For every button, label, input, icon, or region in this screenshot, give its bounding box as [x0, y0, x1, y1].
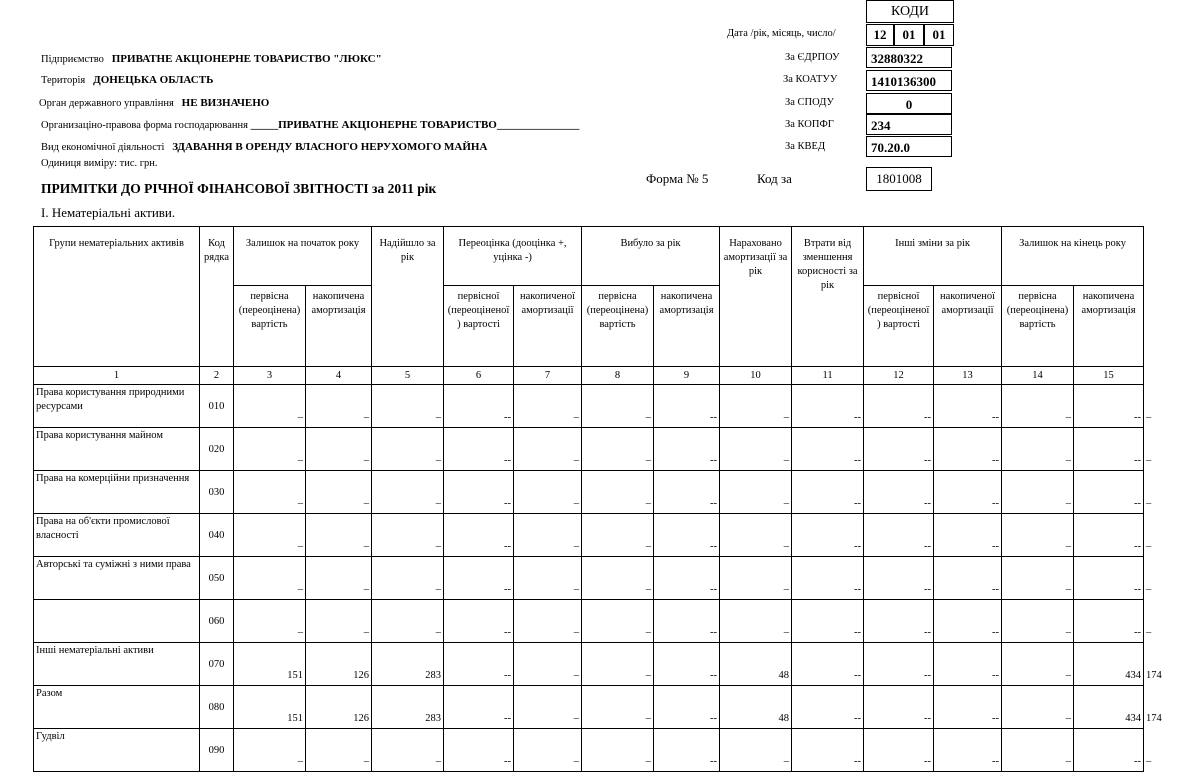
- row-name: Інші нематеріальні активи: [34, 643, 200, 686]
- row-value: –: [234, 385, 306, 428]
- column-number: 15: [1074, 367, 1144, 385]
- koatuu-value: 1410136300: [866, 70, 952, 91]
- row-value: –: [306, 514, 372, 557]
- row-value: –: [514, 729, 582, 772]
- row-value: –: [514, 557, 582, 600]
- row-value: --: [792, 643, 864, 686]
- row-value: --: [654, 557, 720, 600]
- row-value: 434: [1074, 686, 1144, 729]
- row-value: –: [1002, 471, 1074, 514]
- row-value: –: [720, 600, 792, 643]
- row-value: --: [864, 600, 934, 643]
- row-value: --: [654, 686, 720, 729]
- legal-form-row: [41, 119, 579, 131]
- row-name: Разом: [34, 686, 200, 729]
- row-name: Права користування природними ресурсами: [34, 385, 200, 428]
- date-month: 01: [894, 24, 924, 46]
- row-value: --: [654, 643, 720, 686]
- row-value: –: [514, 471, 582, 514]
- authority-label: Орган державного управління: [39, 98, 174, 109]
- row-code: 030: [200, 471, 234, 514]
- row-value: --: [444, 686, 514, 729]
- authority-value: НЕ ВИЗНАЧЕНО: [181, 97, 270, 109]
- row-value: –: [372, 729, 444, 772]
- edrpou-value: 32880322: [866, 47, 952, 68]
- header-disposed-amort: накопичена амортизація: [654, 286, 720, 367]
- header-reval-amort: накопиченої амортизації: [514, 286, 582, 367]
- header-closing-amort: накопичена амортизація: [1074, 286, 1144, 367]
- row-value: --: [1074, 600, 1144, 643]
- row-code: 020: [200, 428, 234, 471]
- row-value: --: [1074, 514, 1144, 557]
- row-value: –: [234, 471, 306, 514]
- enterprise-label: Підприємство: [41, 54, 104, 65]
- unit-label: Одиниця виміру: тис. грн.: [41, 158, 158, 169]
- kved-label: За КВЕД: [785, 141, 826, 152]
- row-value: –: [1002, 557, 1074, 600]
- row-value: --: [654, 600, 720, 643]
- row-value: –: [234, 729, 306, 772]
- row-value: --: [864, 514, 934, 557]
- table-row: Авторські та суміжні з ними права 050 – – – -- – – -- – -- -- -- – -- –: [34, 557, 1144, 600]
- row-value: –: [306, 557, 372, 600]
- row-value: --: [934, 557, 1002, 600]
- row-value: 126: [306, 686, 372, 729]
- column-number: 11: [792, 367, 864, 385]
- legal-form-value: _____ПРИВАТНЕ АКЦІОНЕРНЕ ТОВАРИСТВО_______________: [250, 119, 580, 131]
- row-value: –: [582, 557, 654, 600]
- row-value: –: [720, 729, 792, 772]
- row-value: --: [1074, 385, 1144, 428]
- row-value: --: [934, 385, 1002, 428]
- row-code: 090: [200, 729, 234, 772]
- row-code: 040: [200, 514, 234, 557]
- row-value: 48: [720, 643, 792, 686]
- row-value: --: [654, 385, 720, 428]
- header-disposed-initial: первісна (переоцінена) вартість: [582, 286, 654, 367]
- row-value: –: [720, 428, 792, 471]
- territory-label: Територія: [41, 75, 86, 86]
- row-value: --: [864, 643, 934, 686]
- date-year: 12: [866, 24, 894, 46]
- header-other: Інші зміни за рік: [864, 227, 1002, 286]
- row-value: –: [582, 428, 654, 471]
- row-value: --: [934, 600, 1002, 643]
- table-row: Права на комерційни призначення 030 – – – -- – – -- – -- -- -- – -- –: [34, 471, 1144, 514]
- column-number: 3: [234, 367, 306, 385]
- header-group: Групи нематеріальних активів: [34, 227, 200, 367]
- row-value: --: [864, 428, 934, 471]
- column-number: 8: [582, 367, 654, 385]
- row-value: –: [1002, 686, 1074, 729]
- table-row: 060 – – – -- – – -- – -- -- -- – -- –: [34, 600, 1144, 643]
- row-value: –: [720, 471, 792, 514]
- row-value: --: [444, 471, 514, 514]
- header-closing: Залишок на кінець року: [1002, 227, 1144, 286]
- column-number: 4: [306, 367, 372, 385]
- row-value: –: [720, 557, 792, 600]
- activity-label: Вид економічної діяльності: [41, 142, 165, 153]
- row-value: --: [864, 385, 934, 428]
- row-value: --: [792, 600, 864, 643]
- enterprise-row: [41, 53, 382, 65]
- row-value: 151: [234, 643, 306, 686]
- header-opening: Залишок на початок року: [234, 227, 372, 286]
- row-value: 48: [720, 686, 792, 729]
- column-number: 14: [1002, 367, 1074, 385]
- row-value: –: [1002, 514, 1074, 557]
- table-row: Інші нематеріальні активи 070 151 126 283 -- – – -- 48 -- -- -- – 434 174: [34, 643, 1144, 686]
- row-value: --: [654, 729, 720, 772]
- date-day: 01: [924, 24, 954, 46]
- row-value: --: [934, 686, 1002, 729]
- table-row: Гудвіл 090 – – – -- – – -- – -- -- -- – -- –: [34, 729, 1144, 772]
- kved-value: 70.20.0: [866, 136, 952, 157]
- column-number: 9: [654, 367, 720, 385]
- row-value: --: [444, 385, 514, 428]
- row-value: –: [372, 471, 444, 514]
- row-value: --: [934, 471, 1002, 514]
- row-value: –: [1002, 385, 1074, 428]
- row-name: Гудвіл: [34, 729, 200, 772]
- row-value: –: [372, 514, 444, 557]
- row-value: –: [306, 471, 372, 514]
- row-code: 010: [200, 385, 234, 428]
- row-value: –: [514, 686, 582, 729]
- header-closing-initial: первісна (переоцінена) вартість: [1002, 286, 1074, 367]
- row-value: –: [372, 600, 444, 643]
- legal-form-label: Организаціно-правова форма господарювання: [41, 120, 248, 131]
- row-value: –: [582, 471, 654, 514]
- row-value: 283: [372, 686, 444, 729]
- row-value: 151: [234, 686, 306, 729]
- row-value: –: [234, 557, 306, 600]
- row-value: --: [934, 643, 1002, 686]
- header-reval-initial: первісної (переоціненої ) вартості: [444, 286, 514, 367]
- row-value: --: [864, 557, 934, 600]
- column-number: 6: [444, 367, 514, 385]
- row-value: –: [514, 600, 582, 643]
- row-value: --: [444, 600, 514, 643]
- row-value: --: [444, 729, 514, 772]
- row-value: --: [654, 428, 720, 471]
- page-title: ПРИМІТКИ ДО РІЧНОЇ ФІНАНСОВОЇ ЗВІТНОСТІ за 2011 рік: [41, 181, 437, 196]
- row-value: –: [306, 600, 372, 643]
- row-value: –: [1002, 643, 1074, 686]
- row-value: --: [1074, 428, 1144, 471]
- row-value: --: [1074, 729, 1144, 772]
- row-value: --: [654, 471, 720, 514]
- row-value: --: [444, 557, 514, 600]
- row-value: –: [720, 385, 792, 428]
- row-value: --: [792, 729, 864, 772]
- row-value: --: [1074, 471, 1144, 514]
- row-value: –: [514, 428, 582, 471]
- header-other-amort: накопиченої амортизації: [934, 286, 1002, 367]
- spodu-label: За СПОДУ: [785, 97, 834, 108]
- row-value: --: [444, 514, 514, 557]
- code-for-label: Код за: [757, 171, 792, 186]
- row-value: --: [792, 428, 864, 471]
- row-value: –: [514, 514, 582, 557]
- header-received: Надійшло за рік: [372, 227, 444, 367]
- header-code: Код рядка: [200, 227, 234, 367]
- row-value: --: [934, 514, 1002, 557]
- row-code: 080: [200, 686, 234, 729]
- row-code: 050: [200, 557, 234, 600]
- table-row: Права користування майном 020 – – – -- – – -- – -- -- -- – -- –: [34, 428, 1144, 471]
- table-row: Разом 080 151 126 283 -- – – -- 48 -- -- -- – 434 174: [34, 686, 1144, 729]
- territory-value: ДОНЕЦЬКА ОБЛАСТЬ: [93, 74, 214, 86]
- intangible-assets-table: [33, 226, 1162, 772]
- header-opening-initial: первісна (переоцінена) вартість: [234, 286, 306, 367]
- koatuu-label: За КОАТУУ: [783, 74, 838, 85]
- row-value: --: [444, 428, 514, 471]
- row-value: –: [1002, 600, 1074, 643]
- row-value: –: [234, 428, 306, 471]
- row-value: –: [514, 643, 582, 686]
- kopfg-label: За КОПФГ: [785, 119, 834, 130]
- row-name: Авторські та суміжні з ними права: [34, 557, 200, 600]
- row-value: –: [306, 385, 372, 428]
- form-label: Форма № 5: [646, 171, 709, 186]
- column-number: 13: [934, 367, 1002, 385]
- code-for-value: 1801008: [866, 167, 932, 191]
- row-name: Права користування майном: [34, 428, 200, 471]
- row-value: --: [792, 385, 864, 428]
- column-number: 10: [720, 367, 792, 385]
- row-value: –: [720, 514, 792, 557]
- header-disposed: Вибуло за рік: [582, 227, 720, 286]
- kopfg-value: 234: [866, 114, 952, 135]
- row-value: –: [372, 385, 444, 428]
- row-value: --: [864, 471, 934, 514]
- row-value: –: [582, 686, 654, 729]
- row-value: –: [1002, 428, 1074, 471]
- row-value: --: [444, 643, 514, 686]
- column-number: 1: [34, 367, 200, 385]
- authority-row: [39, 97, 269, 109]
- row-value: –: [514, 385, 582, 428]
- row-value: --: [934, 729, 1002, 772]
- activity-value: ЗДАВАННЯ В ОРЕНДУ ВЛАСНОГО НЕРУХОМОГО МАЙНА: [172, 141, 488, 153]
- row-value: --: [792, 514, 864, 557]
- enterprise-value: ПРИВАТНЕ АКЦІОНЕРНЕ ТОВАРИСТВО "ЛЮКС": [111, 53, 382, 65]
- row-value: --: [792, 686, 864, 729]
- row-code: 070: [200, 643, 234, 686]
- row-value: --: [864, 729, 934, 772]
- row-value: –: [582, 514, 654, 557]
- row-value: –: [234, 514, 306, 557]
- row-value: –: [306, 729, 372, 772]
- row-value: 434: [1074, 643, 1144, 686]
- territory-row: [41, 74, 213, 86]
- row-value: –: [1002, 729, 1074, 772]
- row-value: 126: [306, 643, 372, 686]
- row-value: –: [306, 428, 372, 471]
- header-impairment: Втрати від зменшення корисності за рік: [792, 227, 864, 367]
- edrpou-label: За ЄДРПОУ: [785, 52, 840, 63]
- table-row: Права користування природними ресурсами 010 – – – -- – – -- – -- -- -- – -- –: [34, 385, 1144, 428]
- row-value: 283: [372, 643, 444, 686]
- row-value: --: [654, 514, 720, 557]
- header-amortization: Нараховано амортизації за рік: [720, 227, 792, 367]
- row-value: –: [582, 643, 654, 686]
- column-number: 5: [372, 367, 444, 385]
- row-value: --: [934, 428, 1002, 471]
- date-label: Дата /рік, місяць, число/: [727, 28, 836, 39]
- activity-row: [41, 141, 487, 153]
- row-value: –: [582, 385, 654, 428]
- row-value: --: [1074, 557, 1144, 600]
- codes-title: КОДИ: [866, 0, 954, 23]
- spodu-value: 0: [866, 93, 952, 114]
- row-value: --: [792, 557, 864, 600]
- row-name: Права на об'єкти промислової власності: [34, 514, 200, 557]
- table-row: Права на об'єкти промислової власності 040 – – – -- – – -- – -- -- -- – -- –: [34, 514, 1144, 557]
- row-value: –: [372, 428, 444, 471]
- header-opening-amort: накопичена амортизація: [306, 286, 372, 367]
- row-value: --: [792, 471, 864, 514]
- row-value: –: [582, 600, 654, 643]
- header-other-initial: первісної (переоціненої ) вартості: [864, 286, 934, 367]
- row-value: –: [372, 557, 444, 600]
- row-code: 060: [200, 600, 234, 643]
- row-value: –: [582, 729, 654, 772]
- row-name: Права на комерційни призначення: [34, 471, 200, 514]
- column-number: 2: [200, 367, 234, 385]
- section-title: І. Нематеріальні активи.: [41, 205, 176, 220]
- column-number: 12: [864, 367, 934, 385]
- row-name: [34, 600, 200, 643]
- row-value: --: [864, 686, 934, 729]
- header-revaluation: Переоцінка (дооцінка +, уцінка -): [444, 227, 582, 286]
- column-numbers-row: [34, 367, 1144, 385]
- column-number: 7: [514, 367, 582, 385]
- row-value: –: [234, 600, 306, 643]
